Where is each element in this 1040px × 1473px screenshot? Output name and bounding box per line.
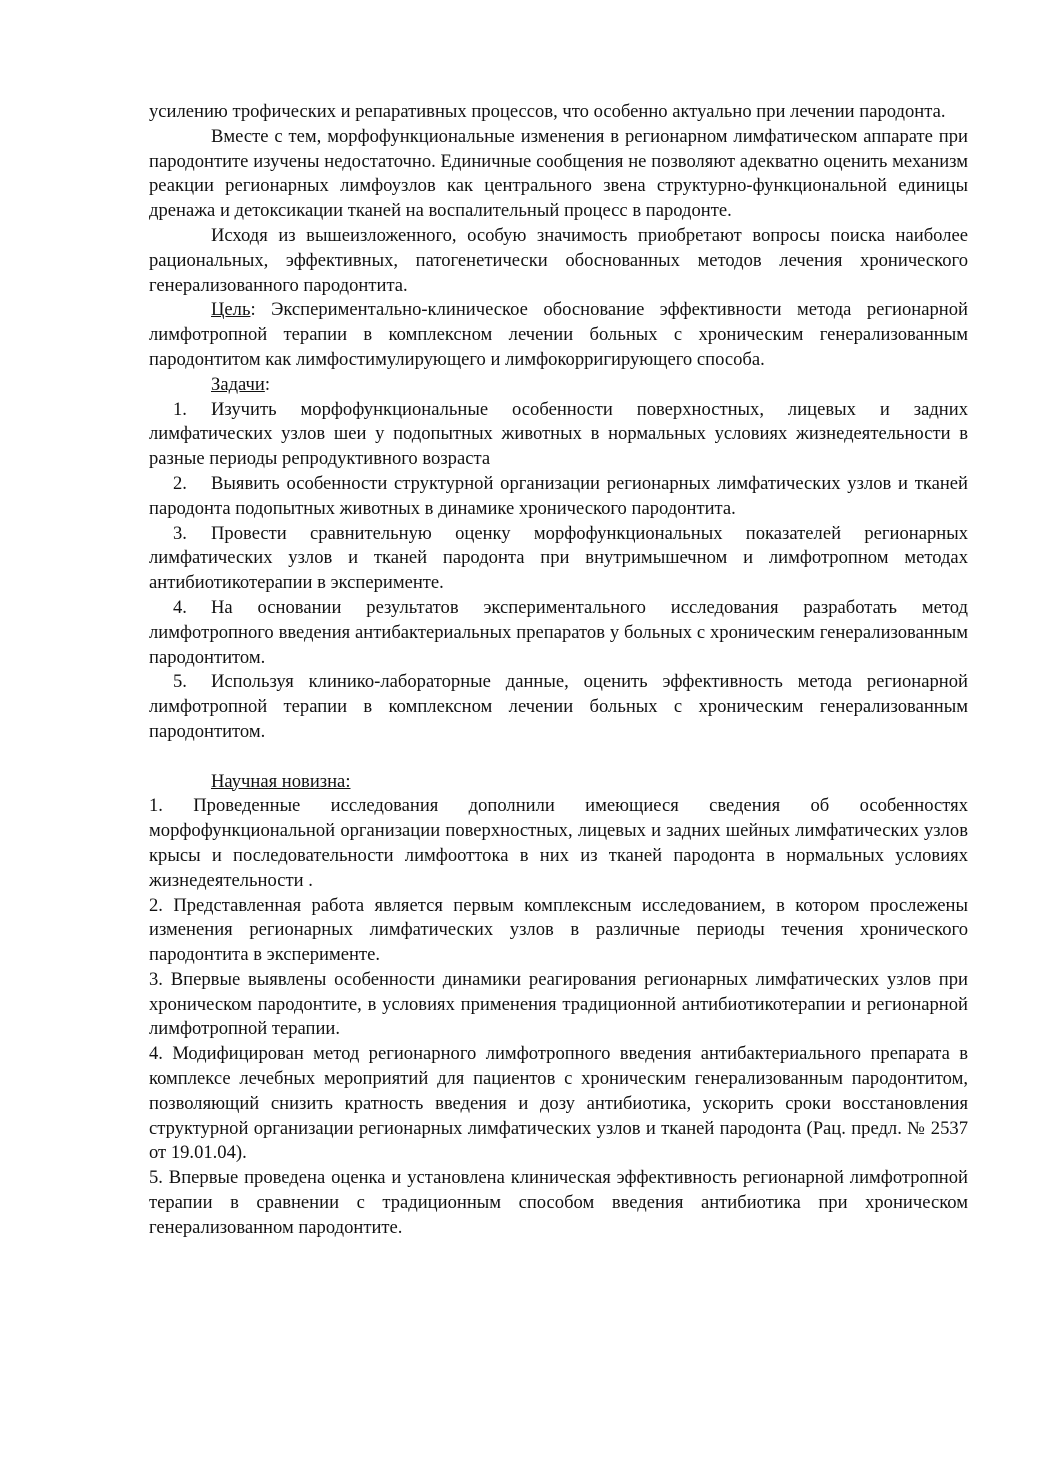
novelty-item: 4. Модифицирован метод регионарного лимфотропного введения антибактериального препарата в комплексе лечебных мероприятий для пациентов с хроническим генерализованным пародонтитом, позволяющий снизить кратность введения и дозу антибиотика, ускорить сроки восстановления структурной организации регионарных лимфатических узлов и тканей пародонта (Рац. предл. № 2537 от 19.01.04). bbox=[149, 1043, 968, 1164]
novelty-label: Научная новизна: bbox=[211, 770, 351, 792]
list-item-text: На основании результатов экспериментального исследования разработать метод лимфотропного введения антибактериальных препаратов у больных с хроническим генерализованным пародонтитом. bbox=[149, 596, 968, 668]
goal-paragraph bbox=[149, 298, 968, 372]
list-item-number: 5. bbox=[173, 671, 187, 693]
tasks-colon: : bbox=[264, 373, 271, 395]
tasks-heading bbox=[149, 373, 968, 398]
novelty-heading bbox=[149, 770, 968, 795]
list-item-text: Изучить морфофункциональные особенности поверхностных, лицевых и задних лимфатических узлов шеи у подопытных животных в нормальных условиях жизнедеятельности в разные периоды репродуктивного возраста bbox=[149, 398, 968, 470]
goal-text: : Экспериментально-клиническое обоснование эффективности метода регионарной лимфотропной терапии в комплексном лечении больных с хроническим генерализованным пародонтитом как лимфостимулирующего и лимфокорригирующего способа. bbox=[149, 299, 968, 370]
paragraph-spacer bbox=[149, 745, 968, 770]
list-item-number: 2. bbox=[173, 472, 187, 494]
list-item-number: 1. bbox=[173, 398, 187, 420]
document-page bbox=[149, 100, 968, 1241]
list-item bbox=[149, 398, 968, 472]
list-item bbox=[149, 472, 968, 522]
list-item bbox=[149, 670, 968, 744]
paragraph-morphofunctional: Вместе с тем, морфофункциональные изменения в регионарном лимфатическом аппарате при пародонтите изучены недостаточно. Единичные сообщения не позволяют адекватно оценить механизм реакции регионарных лимфоузлов как центрального звена структурно-функциональной единицы дренажа и детоксикации тканей на воспалительный процесс в пародонте. bbox=[149, 125, 968, 222]
list-item bbox=[149, 596, 968, 670]
paragraph-relevance: Исходя из вышеизложенного, особую значимость приобретают вопросы поиска наиболее рациональных, эффективных, патогенетически обоснованных методов лечения хронического генерализованного пародонтита. bbox=[149, 224, 968, 296]
list-item-number: 4. bbox=[173, 596, 187, 618]
paragraph-intro-continuation: усилению трофических и репаративных процессов, что особенно актуально при лечении пародонта. bbox=[149, 101, 946, 122]
list-item-number: 3. bbox=[173, 522, 187, 544]
novelty-item: 5. Впервые проведена оценка и установлена клиническая эффективность регионарной лимфотропной терапии в сравнении с традиционным способом введения антибиотика при хроническом генерализованном пародонтите. bbox=[149, 1167, 968, 1238]
list-item-text: Выявить особенности структурной организации регионарных лимфатических узлов и тканей пародонта подопытных животных в динамике хронического пародонтита. bbox=[149, 472, 968, 519]
list-item-text: Используя клинико-лабораторные данные, оценить эффективность метода регионарной лимфотропной терапии в комплексном лечении больных с хроническим генерализованным пародонтитом. bbox=[149, 671, 968, 742]
list-item-text: Провести сравнительную оценку морфофункциональных показателей регионарных лимфатических узлов и тканей пародонта при внутримышечном и лимфотропном методах антибиотикотерапии в эксперименте. bbox=[149, 522, 968, 594]
novelty-item: 1. Проведенные исследования дополнили имеющиеся сведения об особенностях морфофункциональной организации поверхностных, лицевых и задних шейных лимфатических узлов крысы и последовательности лимфооттока в них из тканей пародонта в нормальных условиях жизнедеятельности . bbox=[149, 795, 968, 891]
tasks-label: Задачи bbox=[211, 373, 265, 395]
list-item bbox=[149, 522, 968, 596]
novelty-item: 2. Представленная работа является первым комплексным исследованием, в котором прослежены изменения регионарных лимфатических узлов в различные периоды течения хронического пародонтита в эксперименте. bbox=[149, 894, 968, 966]
novelty-item: 3. Впервые выявлены особенности динамики реагирования регионарных лимфатических узлов при хроническом пародонтите, в условиях применения традиционной антибиотикотерапии и регионарной лимфотропной терапии. bbox=[149, 968, 968, 1040]
goal-label: Цель bbox=[211, 299, 251, 321]
